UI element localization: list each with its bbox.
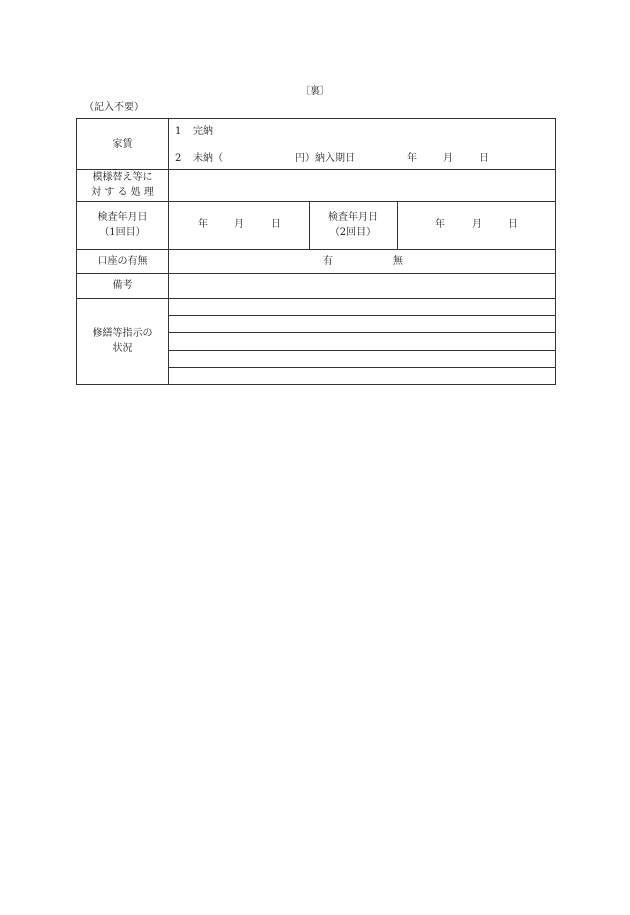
account-yes-option: 有 — [323, 256, 333, 267]
inspection-2-day: 日 — [508, 219, 518, 230]
remarks-label: 備考 — [112, 280, 133, 291]
rent-label: 家賃 — [112, 138, 133, 150]
rent-due-day: 日 — [479, 153, 489, 164]
page-title: 〔裏〕 — [300, 86, 330, 97]
repair-line-divider — [168, 350, 555, 351]
account-no-option: 無 — [393, 256, 403, 267]
not-required-note: （記入不要） — [84, 102, 144, 113]
rent-option-2-number: 2 — [175, 153, 182, 164]
inspection-1-day: 日 — [271, 219, 281, 230]
inspection-2-month: 月 — [472, 219, 482, 230]
inspection-2-label: 検査年月日 （2回目） — [328, 212, 378, 238]
repair-line-divider — [168, 332, 555, 333]
account-label: 口座の有無 — [97, 255, 148, 267]
repair-instructions-label: 修繕等指示の 状況 — [92, 328, 153, 354]
repair-line-divider — [168, 367, 555, 368]
rent-due-month: 月 — [443, 153, 453, 164]
rent-option-unpaid: 未納（ — [193, 153, 223, 164]
modification-label: 模様替え等に 対 す る 処 理 — [91, 172, 154, 198]
inspection-1-label: 検査年月日 （1回目） — [97, 212, 148, 238]
rent-due-year: 年 — [407, 153, 417, 164]
rent-option-1-number: 1 — [175, 126, 182, 137]
repair-line-divider — [168, 315, 555, 316]
inspection-form-table — [76, 118, 556, 385]
inspection-column-divider — [397, 201, 398, 249]
inspection-2-year: 年 — [435, 219, 445, 230]
label-column-divider — [168, 119, 169, 384]
inspection-1-month: 月 — [234, 219, 244, 230]
rent-payment-due-label: 円）納入期日 — [295, 153, 355, 164]
inspection-1-year: 年 — [198, 219, 208, 230]
rent-option-paid: 完納 — [193, 126, 213, 137]
